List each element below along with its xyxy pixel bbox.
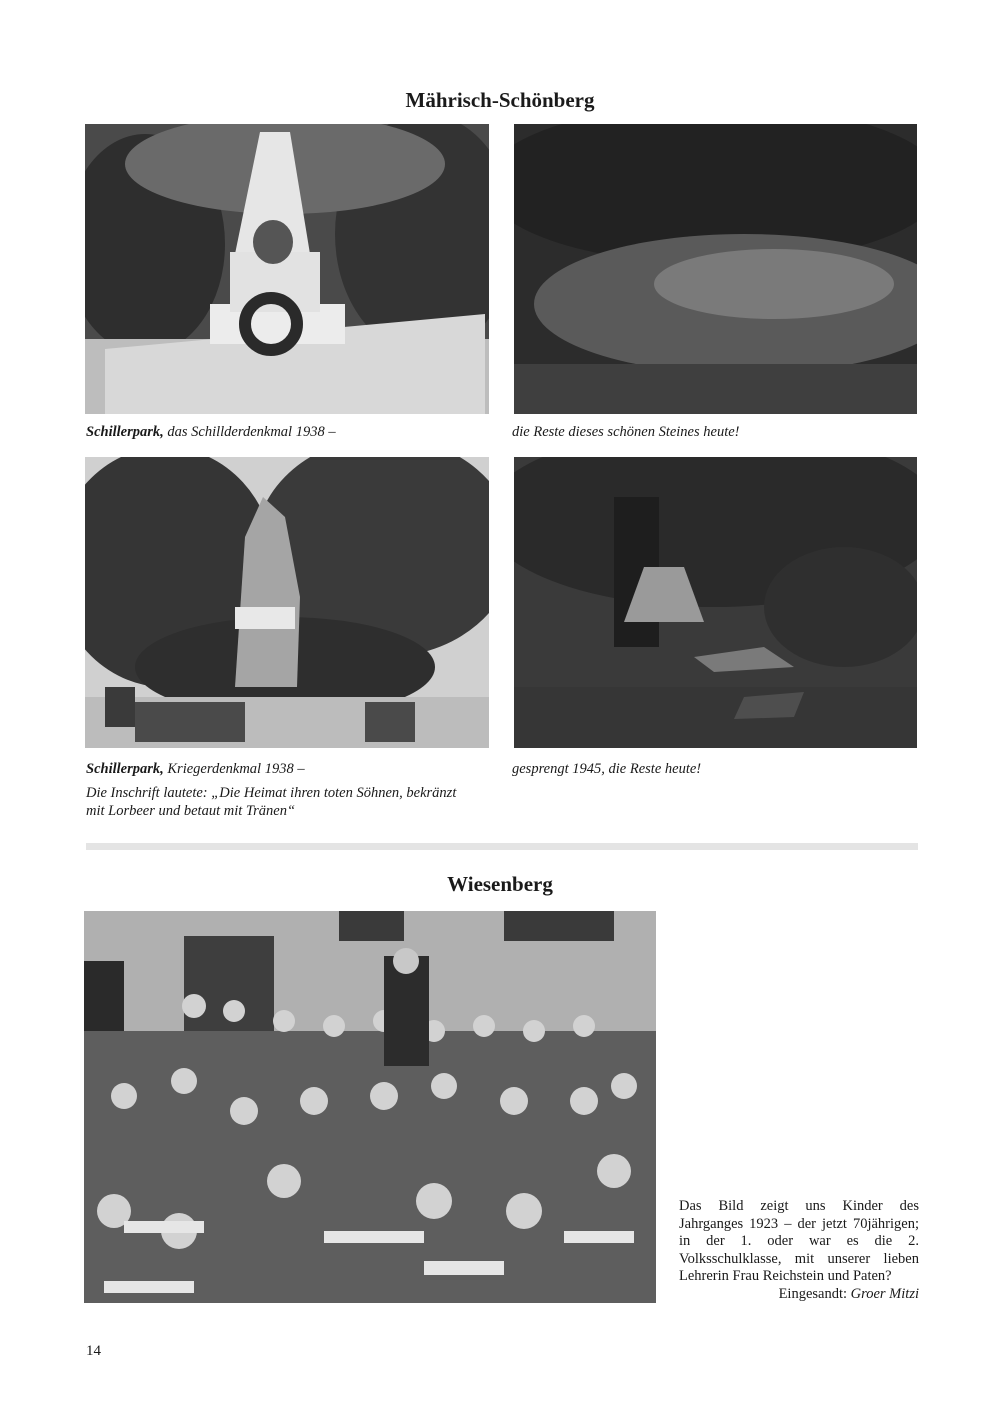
section-divider bbox=[86, 843, 918, 850]
caption-war-memorial bbox=[86, 760, 305, 778]
photo-schiller-monument-1938 bbox=[85, 124, 489, 414]
photo-war-memorial-1938 bbox=[85, 457, 489, 748]
sender-name: Groer Mitzi bbox=[850, 1285, 919, 1302]
section-heading-maehrisch-schoenberg: Mährisch-Schönberg bbox=[405, 88, 595, 112]
caption-text: das Schillderdenkmal 1938 – bbox=[163, 424, 336, 440]
page-number: 14 bbox=[86, 1343, 101, 1359]
caption-bold-location: Schillerpark, bbox=[86, 424, 164, 440]
article-body: Das Bild zeigt uns Kinder des Jahrganges 1923 – der jetzt 70jährigen; in der 1. oder war es die 2. Volksschulklasse, mit unserer lieben Lehrerin Frau Reichstein und Paten? bbox=[679, 1198, 919, 1285]
article-sender bbox=[679, 1286, 919, 1304]
caption-stone-remains: die Reste dieses schönen Steines heute! bbox=[512, 424, 740, 440]
caption-bold-location: Schillerpark, bbox=[86, 761, 164, 777]
article-wiesenberg bbox=[679, 1198, 919, 1304]
caption-schillerpark-monument bbox=[86, 423, 336, 441]
photo-stone-remains-today bbox=[514, 124, 917, 414]
photo-blown-up-remains bbox=[514, 457, 917, 748]
caption-text: Kriegerdenkmal 1938 – bbox=[163, 761, 305, 777]
caption-blown-up-1945: gesprengt 1945, die Reste heute! bbox=[512, 761, 702, 777]
section-heading-wiesenberg: Wiesenberg bbox=[447, 872, 553, 896]
caption-inscription-line-2: mit Lorbeer und betaut mit Tränen“ bbox=[86, 803, 296, 819]
photo-school-class bbox=[84, 911, 656, 1303]
caption-inscription-line-1: Die Inschrift lautete: „Die Heimat ihren toten Söhnen, bekränzt bbox=[86, 785, 457, 801]
sender-label: Eingesandt: bbox=[778, 1285, 851, 1302]
